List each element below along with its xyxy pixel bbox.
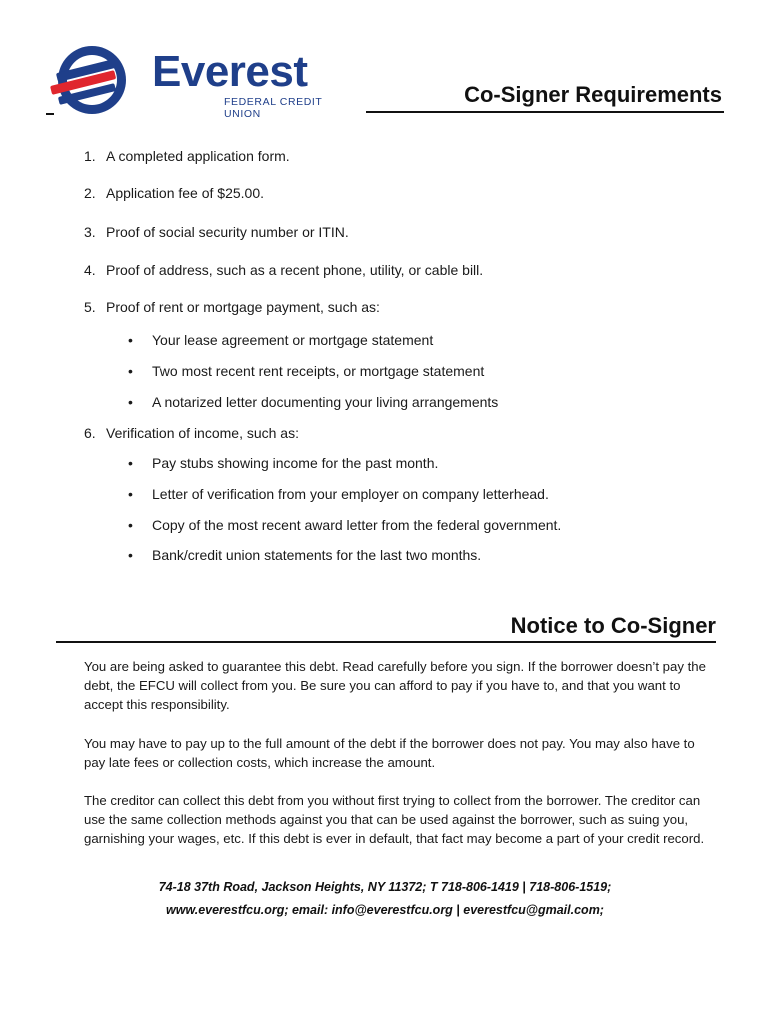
list-item: [84, 262, 483, 278]
title-rule: [366, 111, 724, 113]
list-item: [84, 425, 299, 441]
brand-subtitle: FEDERAL CREDIT UNION: [224, 96, 323, 120]
list-number: 6.: [84, 425, 96, 441]
footer-contact: www.everestfcu.org; email: info@everestfcu.org | everestfcu@gmail.com;: [166, 903, 604, 917]
page-title: Co-Signer Requirements: [464, 82, 722, 107]
list-text: Verification of income, such as:: [106, 425, 299, 441]
list-text: Proof of address, such as a recent phone, utility, or cable bill.: [106, 262, 484, 278]
bullet-icon: •: [128, 363, 133, 379]
header-tick: [46, 113, 54, 115]
brand-name: Everest: [152, 47, 308, 96]
bullet-icon: •: [128, 455, 133, 471]
bullet-icon: •: [128, 486, 133, 502]
bullet-text: Copy of the most recent award letter from the federal government.: [152, 517, 562, 533]
list-text: Proof of social security number or ITIN.: [106, 224, 349, 240]
list-item: [84, 185, 264, 201]
notice-paragraph: You are being asked to guarantee this debt. Read carefully before you sign. If the borrower doesn’t pay the debt, the EFCU will collect from you. Be sure you can afford to pay if you have to, and that you want to accept this responsibility.: [84, 659, 706, 712]
list-text: A completed application form.: [106, 148, 290, 164]
list-number: 5.: [84, 299, 96, 315]
list-text: Application fee of $25.00.: [106, 185, 265, 201]
list-number: 4.: [84, 262, 96, 278]
list-text: Proof of rent or mortgage payment, such as:: [106, 299, 380, 315]
bullet-text: Letter of verification from your employer on company letterhead.: [152, 486, 549, 502]
bullet-text: A notarized letter documenting your living arrangements: [152, 394, 499, 410]
notice-paragraph: The creditor can collect this debt from you without first trying to collect from the borrower. The creditor can use the same collection methods against you that can be used against the borrower, such as suing you, garnishing your wages, etc. If this debt is ever in default, that fact may become a part of your credit record.: [84, 793, 705, 846]
bullet-text: Bank/credit union statements for the last two months.: [152, 547, 482, 563]
everest-logo: [48, 44, 348, 120]
bullet-icon: •: [128, 332, 133, 348]
bullet-icon: •: [128, 517, 133, 533]
list-item: [84, 224, 349, 240]
bullet-icon: •: [128, 547, 133, 563]
list-item: [84, 148, 290, 164]
notice-rule: [56, 641, 716, 643]
everest-mark-icon: [48, 44, 144, 116]
notice-title: Notice to Co-Signer: [510, 613, 716, 638]
footer-address: 74-18 37th Road, Jackson Heights, NY 11372; T 718-806-1419 | 718-806-1519;: [158, 880, 612, 894]
notice-paragraph: You may have to pay up to the full amount of the debt if the borrower does not pay. You may also have to pay late fees or collection costs, which increase the amount.: [84, 736, 695, 770]
list-number: 1.: [84, 148, 96, 164]
list-item: [84, 299, 380, 315]
list-number: 3.: [84, 224, 96, 240]
bullet-text: Pay stubs showing income for the past month.: [152, 455, 439, 471]
bullet-text: Your lease agreement or mortgage statement: [152, 332, 434, 348]
bullet-text: Two most recent rent receipts, or mortgage statement: [152, 363, 485, 379]
bullet-icon: •: [128, 394, 133, 410]
list-number: 2.: [84, 185, 96, 201]
